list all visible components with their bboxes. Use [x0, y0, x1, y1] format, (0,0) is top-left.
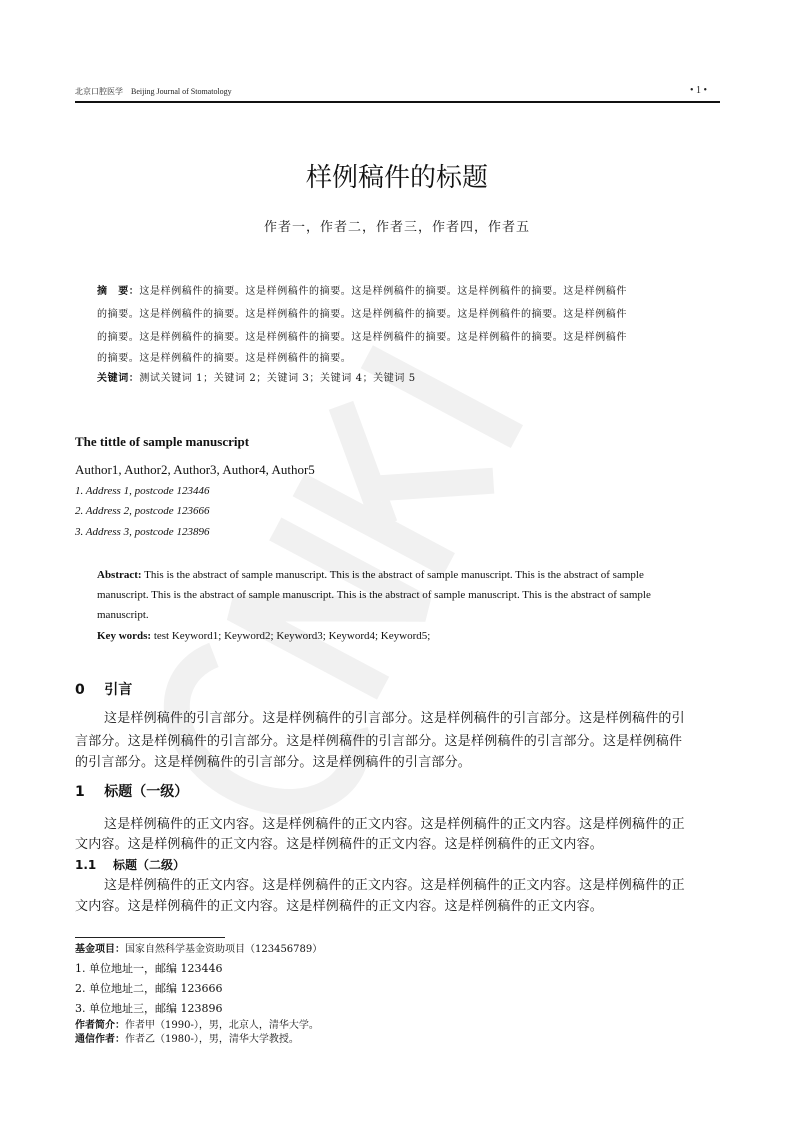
abstract-en-line — [97, 569, 644, 581]
section-number: 1.1 — [75, 858, 97, 872]
paper-title: 样例稿件的标题 — [305, 163, 488, 193]
english-address: 2. Address 2, postcode 123666 — [75, 505, 210, 517]
footnote-correspondence — [75, 1034, 299, 1046]
journal-name-cn: 北京口腔医学 — [75, 87, 123, 96]
abstract-en-line: manuscript. — [97, 609, 149, 621]
body-line: 这是样例稿件的正文内容。这是样例稿件的正文内容。这是样例稿件的正文内容。这是样例稿件的正 — [104, 817, 685, 832]
section-heading-1-1 — [75, 858, 185, 872]
keywords-cn-text: 测试关键词 1；关键词 2；关键词 3；关键词 4；关键词 5 — [139, 373, 416, 384]
abstract-en-line: manuscript. This is the abstract of sample manuscript. This is the abstract of sample manuscript. This is the abstract of sample — [97, 589, 651, 601]
section-title: 引言 — [104, 682, 133, 698]
keywords-en-text: test Keyword1; Keyword2; Keyword3; Keyword4; Keyword5; — [151, 630, 431, 642]
keywords-cn-label: 关键词： — [97, 373, 140, 384]
footnote-address: 2. 单位地址二，邮编 123666 — [75, 982, 223, 995]
abstract-en-label: Abstract: — [97, 569, 142, 581]
footnote-corr-label: 通信作者： — [75, 1034, 125, 1045]
section-heading-1 — [75, 784, 188, 800]
footnote-bio-label: 作者简介： — [75, 1020, 125, 1031]
abstract-cn-line — [97, 286, 627, 298]
abstract-cn-text: 这是样例稿件的摘要。这是样例稿件的摘要。这是样例稿件的摘要。这是样例稿件的摘要。这是样例稿件 — [139, 286, 628, 297]
footnote-address: 3. 单位地址三，邮编 123896 — [75, 1002, 223, 1015]
footnote-corr-text: 作者乙（1980-），男，清华大学教授。 — [125, 1034, 299, 1045]
footnote-fund-label: 基金项目： — [75, 944, 125, 955]
footnote-fund-text: 国家自然科学基金资助项目（123456789） — [125, 944, 323, 955]
footnote-fund — [75, 944, 322, 956]
body-line: 文内容。这是样例稿件的正文内容。这是样例稿件的正文内容。这是样例稿件的正文内容。 — [75, 837, 604, 852]
abstract-cn-line: 的摘要。这是样例稿件的摘要。这是样例稿件的摘要。这是样例稿件的摘要。这是样例稿件的摘要。这是样例稿件 — [97, 309, 627, 320]
english-title: The tittle of sample manuscript — [75, 434, 250, 449]
page-number: • 1 • — [690, 85, 708, 96]
english-authors: Author1, Author2, Author3, Author4, Author5 — [75, 462, 315, 477]
section-heading-0 — [75, 682, 132, 698]
header-rule — [75, 101, 720, 103]
footnote-bio — [75, 1020, 319, 1032]
body-line: 文内容。这是样例稿件的正文内容。这是样例稿件的正文内容。这是样例稿件的正文内容。 — [75, 899, 604, 914]
section-title: 标题（一级） — [104, 784, 189, 800]
body-line: 这是样例稿件的正文内容。这是样例稿件的正文内容。这是样例稿件的正文内容。这是样例稿件的正 — [104, 878, 685, 893]
section-number: 0 — [75, 682, 85, 698]
english-address: 3. Address 3, postcode 123896 — [75, 526, 210, 538]
keywords-en-label: Key words: — [97, 630, 152, 642]
abstract-cn-label: 摘 要： — [97, 286, 140, 297]
abstract-en-text: This is the abstract of sample manuscript. This is the abstract of sample manuscript. This is the abstract of sample — [141, 569, 644, 581]
section-number: 1 — [75, 784, 85, 800]
footnote-address: 1. 单位地址一，邮编 123446 — [75, 962, 223, 975]
abstract-cn-line: 的摘要。这是样例稿件的摘要。这是样例稿件的摘要。 — [97, 353, 352, 364]
body-line: 言部分。这是样例稿件的引言部分。这是样例稿件的引言部分。这是样例稿件的引言部分。这是样例稿件 — [75, 734, 683, 749]
footnote-bio-text: 作者甲（1990-），男，北京人，清华大学。 — [125, 1020, 319, 1031]
running-header — [75, 88, 232, 96]
keywords-cn — [97, 373, 416, 385]
english-address: 1. Address 1, postcode 123446 — [75, 485, 210, 497]
authors-cn: 作者一，作者二，作者三，作者四，作者五 — [263, 220, 530, 235]
body-line: 这是样例稿件的引言部分。这是样例稿件的引言部分。这是样例稿件的引言部分。这是样例稿件的引 — [104, 711, 685, 726]
footnote-rule — [75, 937, 225, 938]
keywords-en — [97, 630, 430, 642]
body-line: 的引言部分。这是样例稿件的引言部分。这是样例稿件的引言部分。 — [75, 755, 472, 770]
section-title: 标题（二级） — [112, 858, 185, 872]
abstract-cn-line: 的摘要。这是样例稿件的摘要。这是样例稿件的摘要。这是样例稿件的摘要。这是样例稿件的摘要。这是样例稿件 — [97, 332, 627, 343]
journal-name-en: Beijing Journal of Stomatology — [131, 87, 232, 96]
